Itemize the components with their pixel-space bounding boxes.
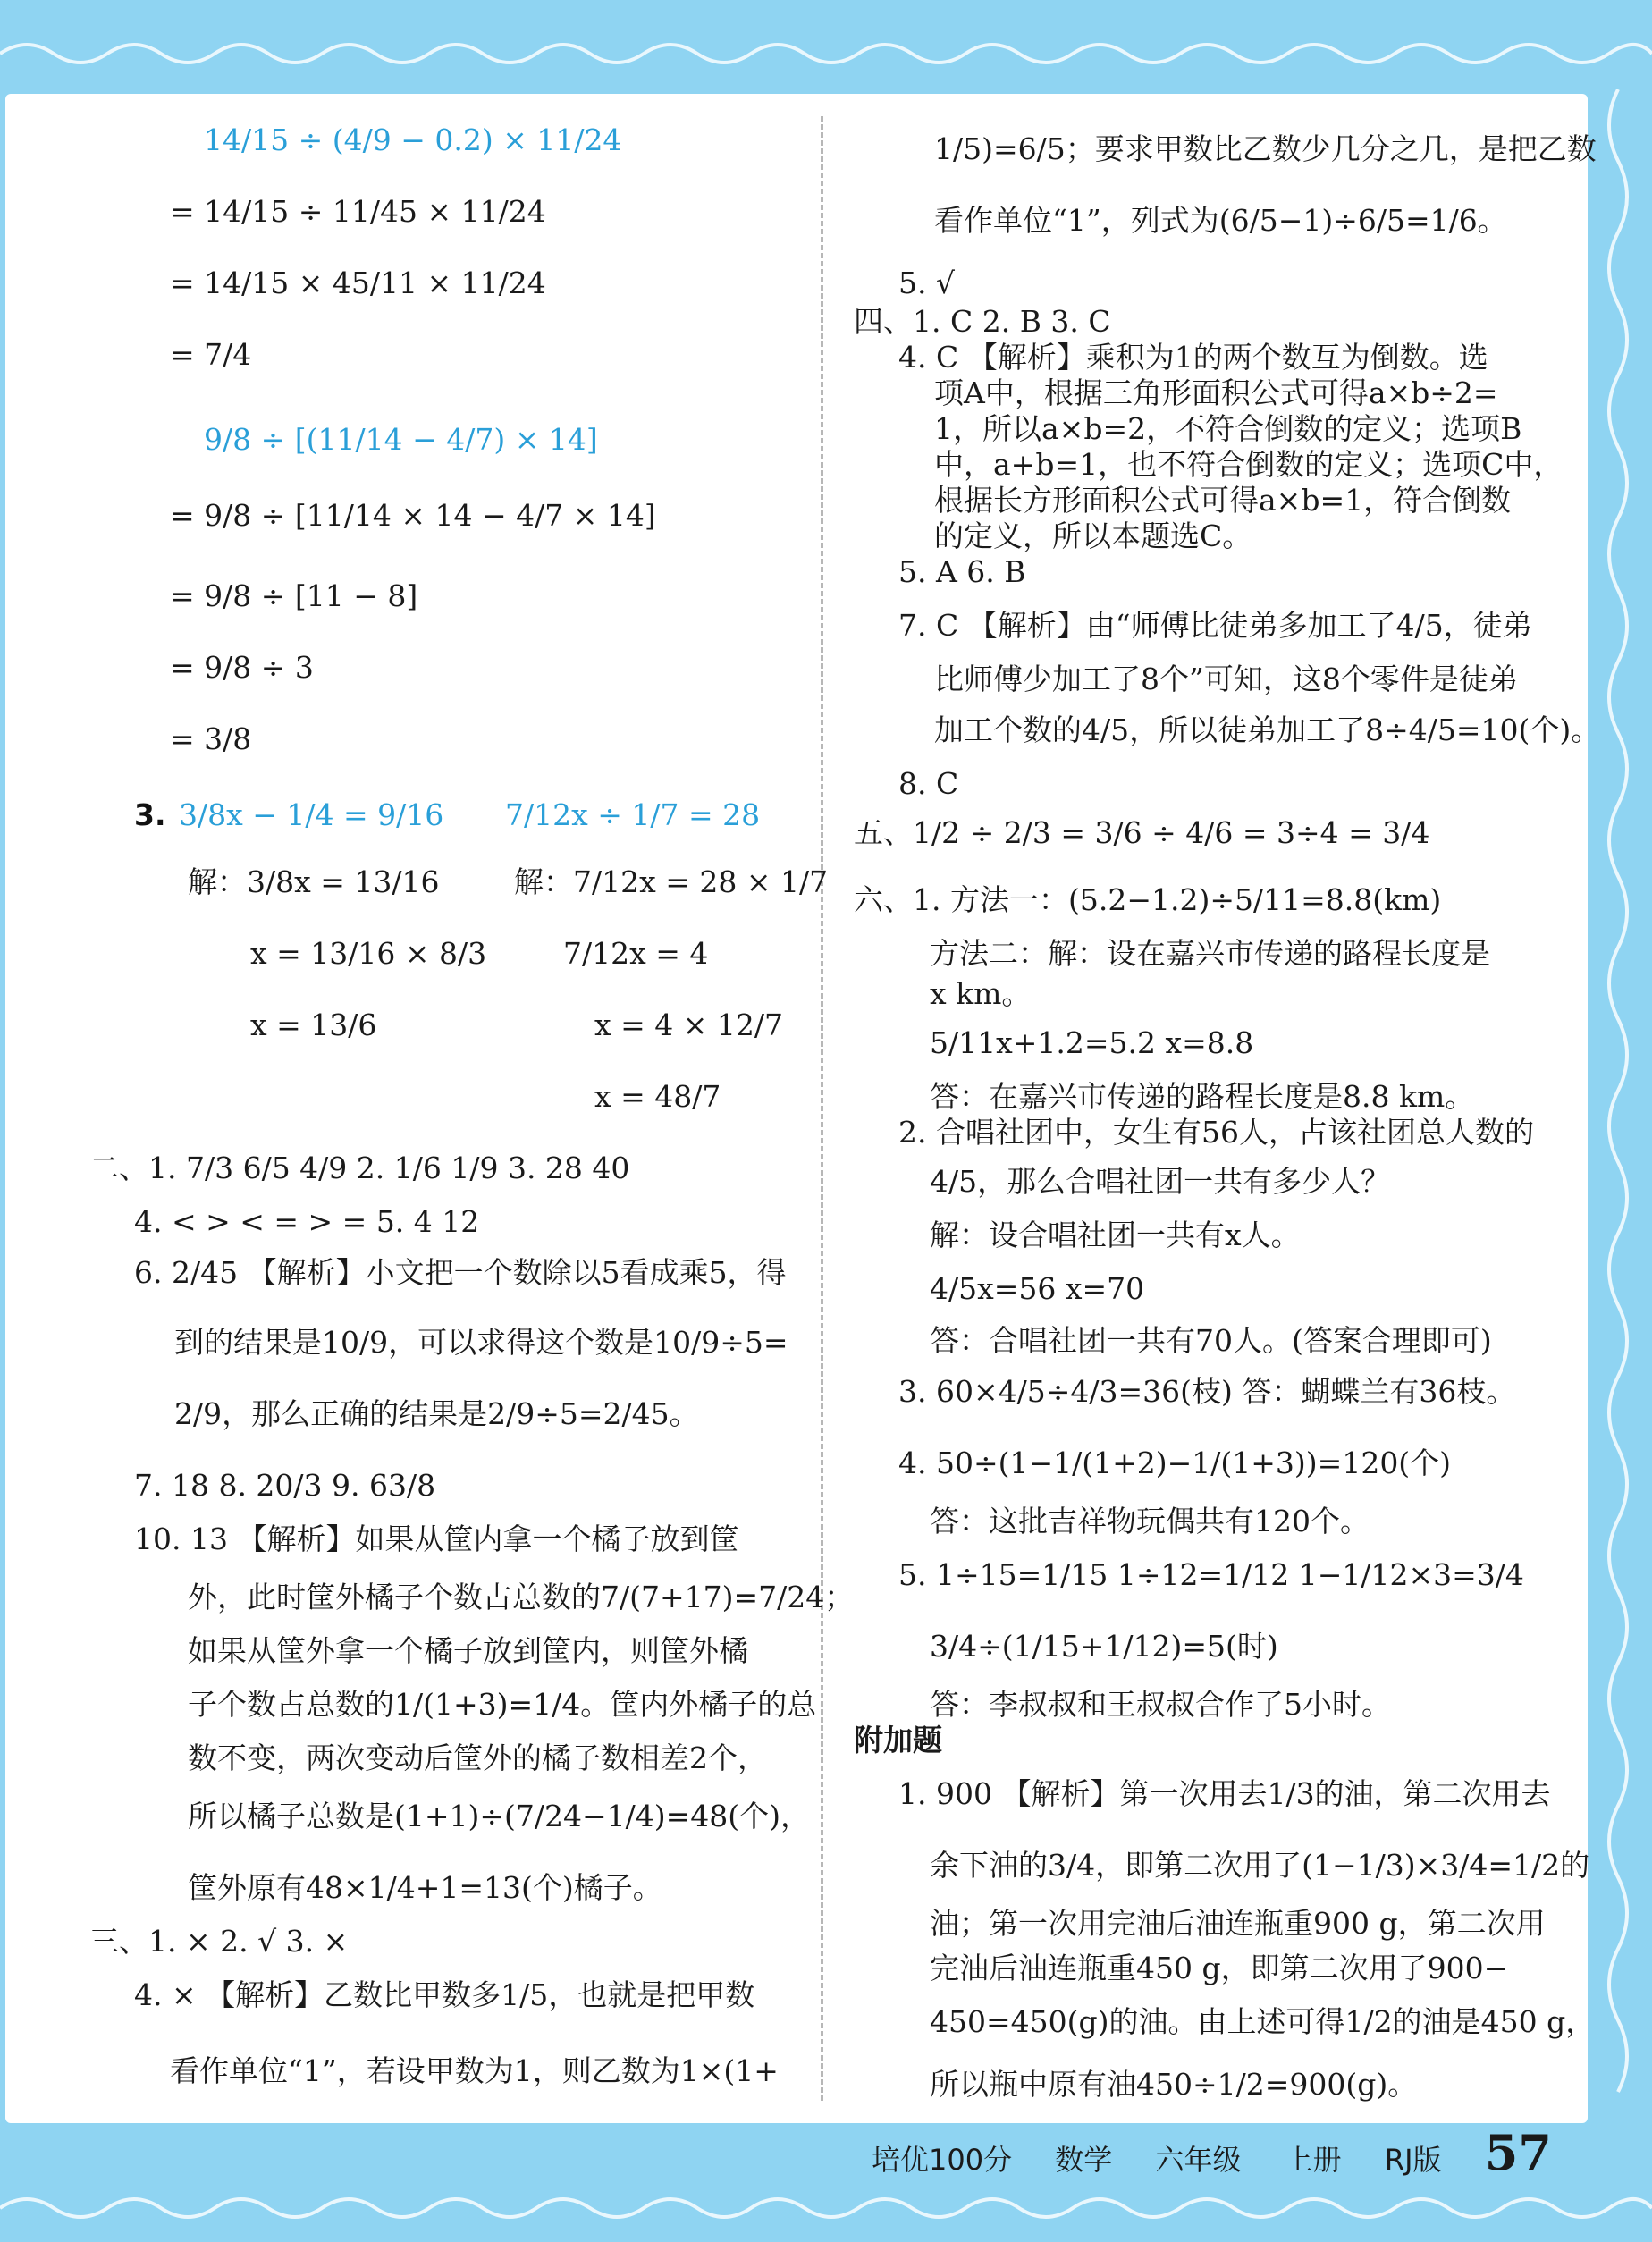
q3a-step1: 解：3/8x = 13/16 <box>188 864 440 899</box>
q3b-step1: 解：7/12x = 28 × 1/7 <box>514 864 829 899</box>
footer-edition: RJ版 <box>1384 2143 1442 2177</box>
sec4-q4-line5: 根据长方形面积公式可得a×b=1，符合倒数 <box>934 483 1512 518</box>
calc1-step1: = 14/15 ÷ 11/45 × 11/24 <box>170 194 546 229</box>
calc1-expression: 14/15 ÷ (4/9 − 0.2) × 11/24 <box>204 122 622 157</box>
calc2-expression: 9/8 ÷ [(11/14 − 4/7) × 14] <box>204 422 598 457</box>
sec4-line1: 四、1. C 2. B 3. C <box>854 304 1111 339</box>
q3b-step3: x = 4 × 12/7 <box>594 1007 783 1042</box>
right-top-line3: 5. √ <box>898 266 956 300</box>
footer-term: 上册 <box>1284 2143 1342 2177</box>
sec6-q3-line1: 3. 60×4/5÷4/3=36(枝) 答：蝴蝶兰有36枝。 <box>898 1374 1516 1409</box>
sec4-q4-line3: 1，所以a×b=2，不符合倒数的定义；选项B <box>934 411 1522 446</box>
sec6-q5-line3: 答：李叔叔和王叔叔合作了5小时。 <box>930 1687 1391 1722</box>
extra-title: 附加题 <box>854 1723 942 1757</box>
q3a-step3: x = 13/6 <box>250 1007 377 1042</box>
sec2-q10-line1: 10. 13 【解析】如果从筐内拿一个橘子放到筐 <box>134 1521 739 1556</box>
calc2-step2: = 9/8 ÷ [11 − 8] <box>170 578 418 613</box>
sec2-q6-line1: 6. 2/45 【解析】小文把一个数除以5看成乘5，得 <box>134 1255 787 1290</box>
sec6-q4-line2: 答：这批吉祥物玩偶共有120个。 <box>930 1504 1370 1538</box>
extra-line4: 完油后油连瓶重450 g，即第二次用了900− <box>930 1951 1509 1985</box>
calc2-step3: = 9/8 ÷ 3 <box>170 650 314 685</box>
q3-number: 3. <box>134 797 166 832</box>
sec2-q6-line3: 2/9，那么正确的结果是2/9÷5=2/45。 <box>174 1396 699 1431</box>
sec2-q10-line5: 数不变，两次变动后筐外的橘子数相差2个， <box>188 1740 767 1775</box>
sec4-q4-line1: 4. C 【解析】乘积为1的两个数互为倒数。选 <box>898 340 1488 375</box>
sec6-q2-line2: 4/5，那么合唱社团一共有多少人？ <box>930 1164 1391 1199</box>
sec6-q4-line1: 4. 50÷(1−1/(1+2)−1/(1+3))=120(个) <box>898 1446 1452 1480</box>
footer-subject: 数学 <box>1055 2143 1113 2177</box>
right-top-line2: 看作单位“1”，列式为(6/5−1)÷6/5=1/6。 <box>934 203 1507 238</box>
q3b-equation: 7/12x ÷ 1/7 = 28 <box>505 797 761 832</box>
extra-line1: 1. 900 【解析】第一次用去1/3的油，第二次用去 <box>898 1776 1551 1811</box>
extra-line6: 所以瓶中原有油450÷1/2=900(g)。 <box>930 2067 1418 2102</box>
q3b-step4: x = 48/7 <box>594 1079 721 1114</box>
sec6-q2-line5: 答：合唱社团一共有70人。(答案合理即可) <box>930 1323 1492 1358</box>
q3b-step2: 7/12x = 4 <box>563 936 709 971</box>
sec4-q7-line2: 比师傅少加工了8个”可知，这8个零件是徒弟 <box>934 662 1518 696</box>
sec6-q1-line1: 六、1. 方法一：(5.2−1.2)÷5/11=8.8(km) <box>854 882 1442 917</box>
sec4-q7-line1: 7. C 【解析】由“师傅比徒弟多加工了4/5，徒弟 <box>898 608 1532 643</box>
sec4-q4-line4: 中，a+b=1，也不符合倒数的定义；选项C中， <box>934 447 1564 482</box>
sec6-q1-line2: 方法二：解：设在嘉兴市传递的路程长度是 <box>930 936 1490 971</box>
page-number: 57 <box>1484 2124 1552 2181</box>
footer-grade: 六年级 <box>1155 2143 1242 2177</box>
sec6-q1-line3: x km。 <box>930 976 1032 1011</box>
sec4-line2: 5. A 6. B <box>898 554 1026 589</box>
sec3-q4-line1: 4. × 【解析】乙数比甲数多1/5，也就是把甲数 <box>134 1977 755 2012</box>
sec4-q4-line2: 项A中，根据三角形面积公式可得a×b÷2= <box>934 375 1498 410</box>
sec2-q10-line2: 外，此时筐外橘子个数占总数的7/(7+17)=7/24； <box>188 1580 855 1614</box>
sec6-q2-line3: 解：设合唱社团一共有x人。 <box>930 1218 1301 1252</box>
sec2-q6-line2: 到的结果是10/9，可以求得这个数是10/9÷5= <box>174 1325 788 1360</box>
sec6-q2-line1: 2. 合唱社团中，女生有56人，占该社团总人数的 <box>898 1115 1534 1150</box>
sec6-q1-line4: 5/11x+1.2=5.2 x=8.8 <box>930 1025 1254 1060</box>
sec4-q4-line6: 的定义，所以本题选C。 <box>934 518 1252 553</box>
sec2-line4: 7. 18 8. 20/3 9. 63/8 <box>134 1468 436 1503</box>
sec2-q10-line3: 如果从筐外拿一个橘子放到筐内，则筐外橘 <box>188 1633 748 1668</box>
page-footer <box>872 2126 1552 2187</box>
sec4-line3: 8. C <box>898 766 959 801</box>
calc1-step2: = 14/15 × 45/11 × 11/24 <box>170 266 546 300</box>
sec2-line1: 二、1. 7/3 6/5 4/9 2. 1/6 1/9 3. 28 40 <box>89 1150 630 1185</box>
calc2-step1: = 9/8 ÷ [11/14 × 14 − 4/7 × 14] <box>170 498 656 533</box>
q3a-equation: 3/8x − 1/4 = 9/16 <box>179 797 444 832</box>
calc1-step3: = 7/4 <box>170 337 252 372</box>
sec2-line2: 4. < > < = > = 5. 4 12 <box>134 1204 480 1239</box>
sec6-q5-line2: 3/4÷(1/15+1/12)=5(时) <box>930 1629 1278 1664</box>
sec2-q10-line7: 筐外原有48×1/4+1=13(个)橘子。 <box>188 1870 662 1905</box>
sec3-line1: 三、1. × 2. √ 3. × <box>89 1924 349 1959</box>
sec6-q1-line5: 答：在嘉兴市传递的路程长度是8.8 km。 <box>930 1079 1475 1114</box>
column-divider <box>821 116 823 2101</box>
sec6-q5-line1: 5. 1÷15=1/15 1÷12=1/12 1−1/12×3=3/4 <box>898 1557 1524 1592</box>
right-top-line1: 1/5)=6/5；要求甲数比乙数少几分之几，是把乙数 <box>934 131 1597 166</box>
extra-line5: 450=450(g)的油。由上述可得1/2的油是450 g， <box>930 2004 1596 2039</box>
q3a-step2: x = 13/16 × 8/3 <box>250 936 487 971</box>
sec5-line1: 五、1/2 ÷ 2/3 = 3/6 ÷ 4/6 = 3÷4 = 3/4 <box>854 815 1430 850</box>
extra-line3: 油；第一次用完油后油连瓶重900 g，第二次用 <box>930 1906 1546 1941</box>
calc2-step4: = 3/8 <box>170 721 252 756</box>
sec6-q2-line4: 4/5x=56 x=70 <box>930 1271 1145 1306</box>
footer-series: 培优100分 <box>872 2143 1013 2177</box>
sec3-q4-line2: 看作单位“1”，若设甲数为1，则乙数为1×(1+ <box>170 2053 779 2088</box>
sec2-q10-line6: 所以橘子总数是(1+1)÷(7/24−1/4)=48(个)， <box>188 1799 811 1833</box>
extra-line2: 余下油的3/4，即第二次用了(1−1/3)×3/4=1/2的 <box>930 1848 1590 1883</box>
sec2-q10-line4: 子个数占总数的1/(1+3)=1/4。筐内外橘子的总 <box>188 1687 817 1722</box>
sec4-q7-line3: 加工个数的4/5，所以徒弟加工了8÷4/5=10(个)。 <box>934 712 1601 747</box>
